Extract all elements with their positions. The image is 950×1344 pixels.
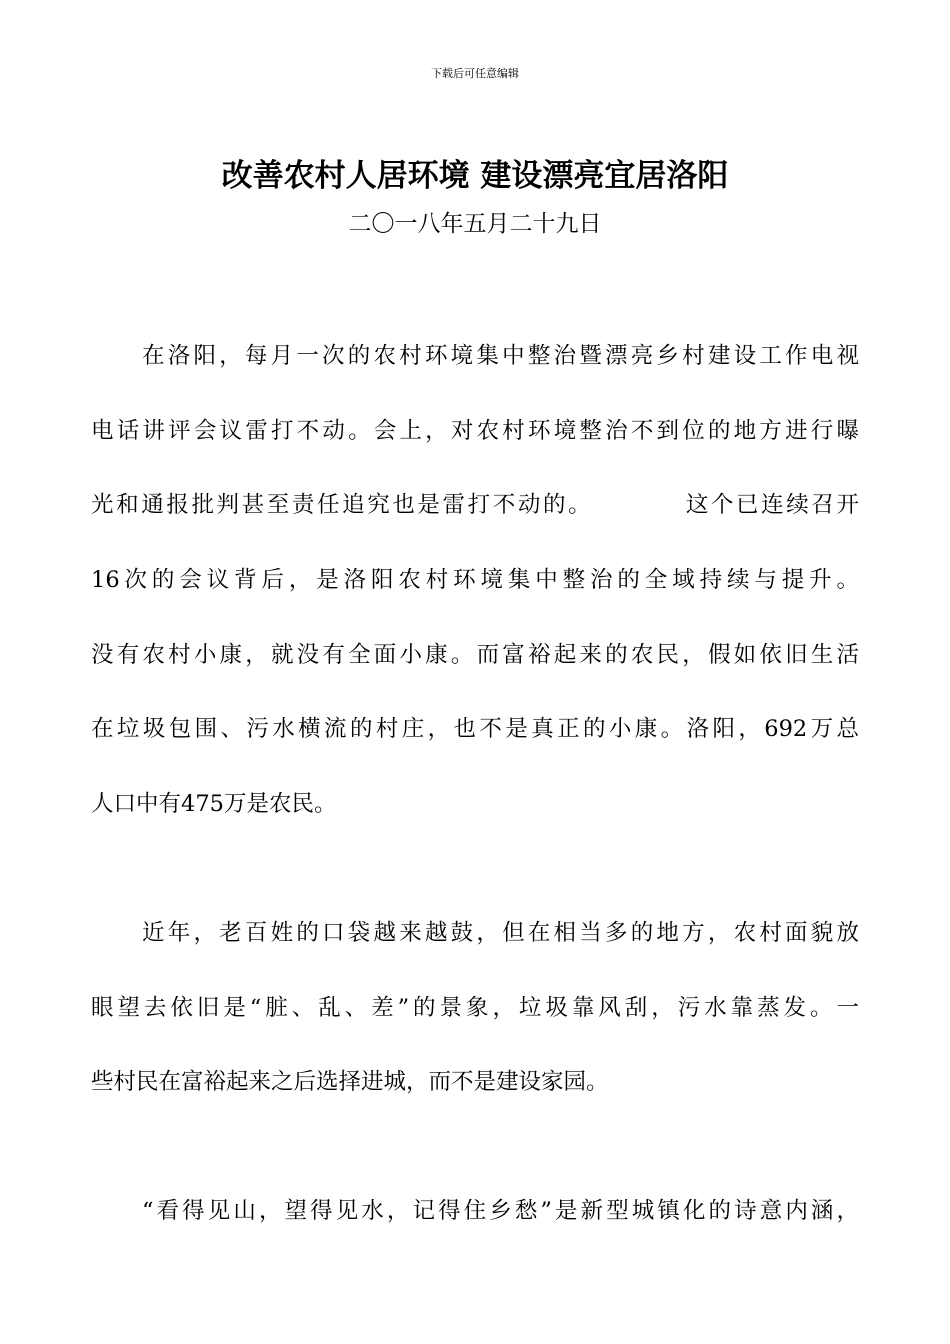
paragraph-line-split [91, 485, 859, 525]
paragraph-line: 16次的会议背后，是洛阳农村环境集中整治的全域持续与提升。 [91, 567, 859, 593]
paragraph-line: 在洛阳，每月一次的农村环境集中整治暨漂亮乡村建设工作电视 [142, 343, 859, 369]
paragraph-line: 没有农村小康，就没有全面小康。而富裕起来的农民，假如依旧生活 [91, 642, 859, 668]
document-title: 改善农村人居环境 建设漂亮宜居洛阳 [221, 158, 729, 194]
paragraph-line: 近年，老百姓的口袋越来越鼓，但在相当多的地方，农村面貌放 [142, 920, 859, 946]
document-date: 二〇一八年五月二十九日 [348, 211, 602, 237]
paragraph-line: 些村民在富裕起来之后选择进城，而不是建设家园。 [91, 1069, 609, 1095]
paragraph-line-part: 这个已连续召开 [683, 492, 859, 518]
header-note: 下载后可任意编辑 [431, 67, 519, 80]
paragraph-line-part: 光和通报批判甚至责任追究也是雷打不动的。 [91, 492, 594, 518]
paragraph-line: “看得见山，望得见水，记得住乡愁”是新型城镇化的诗意内涵， [142, 1198, 859, 1224]
paragraph-line: 眼望去依旧是“脏、乱、差”的景象，垃圾靠风刮，污水靠蒸发。一 [91, 995, 859, 1021]
paragraph-line: 人口中有475万是农民。 [91, 791, 337, 817]
paragraph-line: 在垃圾包围、污水横流的村庄，也不是真正的小康。洛阳，692万总 [91, 716, 859, 742]
paragraph-line: 电话讲评会议雷打不动。会上，对农村环境整治不到位的地方进行曝 [91, 418, 859, 444]
